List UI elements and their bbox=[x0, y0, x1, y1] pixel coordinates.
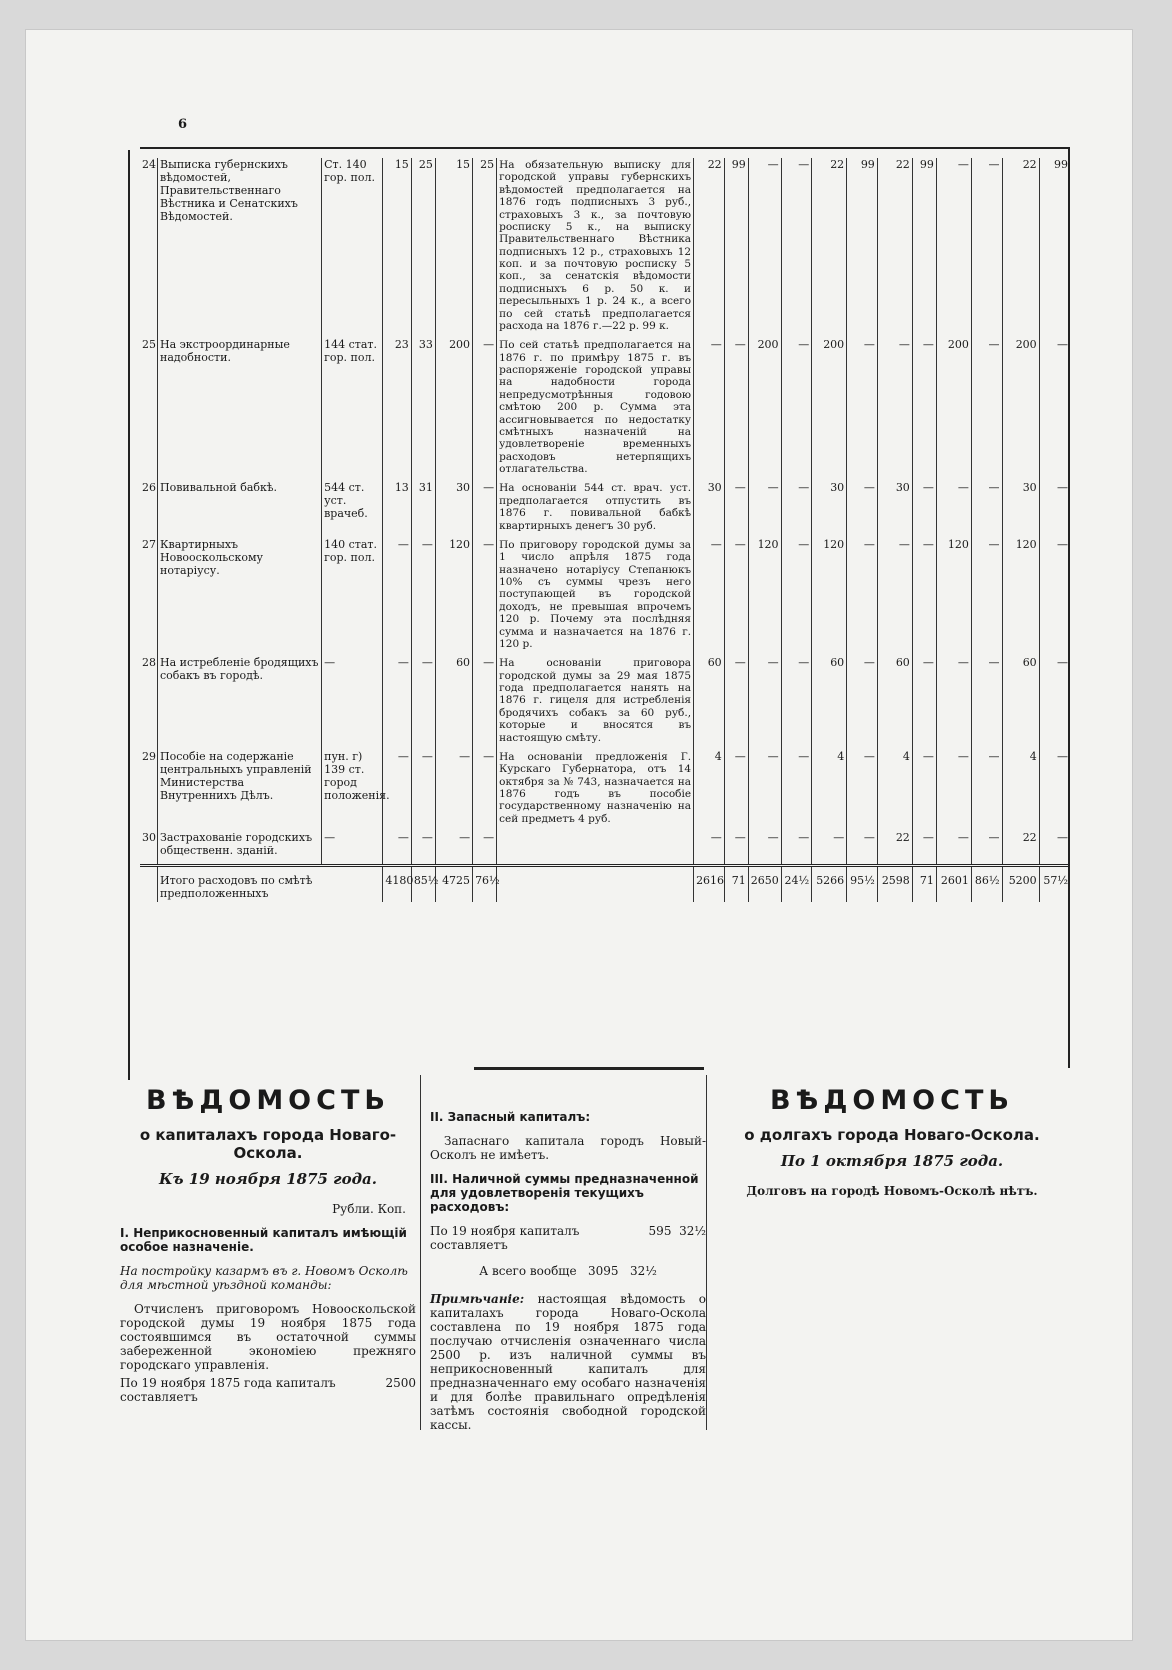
row-value: — bbox=[971, 338, 1002, 481]
row-value: 22 bbox=[694, 158, 725, 338]
row-name: На истребленіе бродящихъ собакъ въ городѣ. bbox=[158, 656, 322, 750]
capitals-title: ВѢДОМОСТЬ bbox=[146, 1085, 390, 1116]
row-value: — bbox=[847, 481, 878, 538]
row-value: 22 bbox=[877, 158, 912, 338]
row-value: — bbox=[912, 750, 936, 831]
total-value: 2598 bbox=[877, 866, 912, 902]
units-header: Рубли. Коп. bbox=[332, 1202, 406, 1216]
row-value: — bbox=[971, 481, 1002, 538]
row-value: 120 bbox=[748, 538, 781, 656]
total-value: 57½ bbox=[1039, 866, 1070, 902]
row-value: 200 bbox=[812, 338, 847, 481]
row-value: — bbox=[748, 831, 781, 865]
row-value: 60 bbox=[1002, 656, 1039, 750]
row-value: — bbox=[912, 481, 936, 538]
row-value: 30 bbox=[812, 481, 847, 538]
note-label: Примѣчаніе: bbox=[430, 1292, 525, 1306]
row-value: — bbox=[435, 831, 472, 865]
debts-text: Долговъ на городѣ Новомъ-Осколѣ нѣтъ. bbox=[746, 1184, 1038, 1198]
section-3-label: По 19 ноября капиталъ составляетъ bbox=[430, 1224, 580, 1252]
table-row bbox=[140, 831, 1070, 865]
row-value: — bbox=[748, 750, 781, 831]
row-value: 30 bbox=[694, 481, 725, 538]
row-number: 27 bbox=[140, 538, 158, 656]
row-value: — bbox=[724, 656, 748, 750]
row-value: 99 bbox=[912, 158, 936, 338]
row-value: — bbox=[847, 656, 878, 750]
row-value: — bbox=[971, 158, 1002, 338]
row-value: — bbox=[694, 538, 725, 656]
table-row bbox=[140, 481, 1070, 538]
capitals-note bbox=[430, 1292, 706, 1432]
total-value: 2650 bbox=[748, 866, 781, 902]
row-value: — bbox=[912, 831, 936, 865]
row-value: — bbox=[936, 656, 971, 750]
section-2-title: II. Запасный капиталъ: bbox=[430, 1110, 591, 1124]
row-name: Выписка губернскихъ вѣдомостей, Правительственнаго Вѣстника и Сенатскихъ Вѣдомостей. bbox=[158, 158, 322, 338]
row-value: 30 bbox=[1002, 481, 1039, 538]
row-value: 22 bbox=[812, 158, 847, 338]
row-value: — bbox=[912, 338, 936, 481]
total-value: 2601 bbox=[936, 866, 971, 902]
capitals-total-line bbox=[430, 1264, 706, 1278]
row-value: — bbox=[748, 656, 781, 750]
row-value: 120 bbox=[435, 538, 472, 656]
row-number: 28 bbox=[140, 656, 158, 750]
section-1-purpose: На постройку казармъ въ г. Новомъ Осколѣ для мѣстной уѣздной команды: bbox=[120, 1264, 408, 1292]
table-row bbox=[140, 158, 1070, 338]
total-label: Итого расходовъ по смѣтѣ предположенныхъ bbox=[158, 866, 383, 902]
row-description: На основаніи приговора городской думы за 29 мая 1875 года предполагается нанять на 1876 г. гицеля для истребленія бродячихъ собакъ за 60 руб., которые и вносятся въ настоящую смѣту. bbox=[497, 656, 694, 750]
row-value: — bbox=[877, 538, 912, 656]
section-1-amount-label: По 19 ноября 1875 года капиталъ составляетъ bbox=[120, 1376, 336, 1404]
total-value: 76½ bbox=[473, 866, 497, 902]
capitals-statement bbox=[120, 1085, 416, 1414]
row-value: — bbox=[724, 538, 748, 656]
row-value: — bbox=[694, 338, 725, 481]
row-value: — bbox=[912, 656, 936, 750]
row-value: 60 bbox=[812, 656, 847, 750]
row-value: — bbox=[781, 338, 812, 481]
row-value: — bbox=[1057, 338, 1068, 352]
row-value: 120 bbox=[812, 538, 847, 656]
row-value: — bbox=[1057, 831, 1068, 845]
row-law: — bbox=[322, 656, 383, 750]
capitals-total-kop: 32½ bbox=[630, 1264, 657, 1278]
capitals-continued bbox=[430, 1110, 706, 1432]
row-name: Квартирныхъ Новооскольскому нотаріусу. bbox=[158, 538, 322, 656]
row-number: 26 bbox=[140, 481, 158, 538]
row-value: 4 bbox=[1002, 750, 1039, 831]
row-value: — bbox=[781, 656, 812, 750]
row-value: — bbox=[411, 831, 435, 865]
row-value: 200 bbox=[748, 338, 781, 481]
row-value: 30 bbox=[435, 481, 472, 538]
row-value: — bbox=[971, 656, 1002, 750]
row-value: — bbox=[383, 656, 411, 750]
row-value: — bbox=[473, 481, 497, 538]
column-rule-left bbox=[420, 1075, 421, 1430]
row-law: 144 стат. гор. пол. bbox=[322, 338, 383, 481]
row-number: 29 bbox=[140, 750, 158, 831]
capitals-date: Къ 19 ноября 1875 года. bbox=[158, 1170, 377, 1188]
row-value: 200 bbox=[1002, 338, 1039, 481]
section-2-text: Запаснаго капитала городъ Новый-Осколъ не имѣетъ. bbox=[430, 1134, 706, 1162]
table-left-rule bbox=[128, 150, 130, 1080]
row-law: Ст. 140 гор. пол. bbox=[322, 158, 383, 338]
row-value: 23 bbox=[383, 338, 411, 481]
row-value: — bbox=[411, 750, 435, 831]
total-value: 71 bbox=[912, 866, 936, 902]
row-name: Повивальной бабкѣ. bbox=[158, 481, 322, 538]
row-value: 30 bbox=[877, 481, 912, 538]
row-value: — bbox=[748, 158, 781, 338]
row-value: 4 bbox=[812, 750, 847, 831]
row-name: Пособіе на содержаніе центральныхъ управленій Министерства Внутреннихъ Дѣлъ. bbox=[158, 750, 322, 831]
row-value: — bbox=[812, 831, 847, 865]
row-value: 60 bbox=[435, 656, 472, 750]
row-value: 25 bbox=[473, 158, 497, 338]
row-value: — bbox=[435, 750, 472, 831]
row-law: 544 ст. уст. врачеб. bbox=[322, 481, 383, 538]
total-value: 95½ bbox=[847, 866, 878, 902]
row-value: — bbox=[847, 831, 878, 865]
row-value: 200 bbox=[435, 338, 472, 481]
row-value: — bbox=[383, 750, 411, 831]
section-1-amount: 2500 bbox=[385, 1376, 416, 1390]
row-description: На основаніи предложенія Г. Курскаго Губернатора, отъ 14 октября за № 743, назначается на 1876 годъ въ пособіе государственному назначенію на сей предметъ 4 руб. bbox=[497, 750, 694, 831]
row-value: 99 bbox=[724, 158, 748, 338]
row-value: 22 bbox=[877, 831, 912, 865]
row-value: — bbox=[724, 481, 748, 538]
row-value: — bbox=[936, 158, 971, 338]
row-value: — bbox=[971, 831, 1002, 865]
row-value: — bbox=[936, 481, 971, 538]
row-description: По сей статьѣ предполагается на 1876 г. по примѣру 1875 г. въ распоряженіе городской управы на надобности города непредусмотрѣнныя годовою смѣтою 200 р. Сумма эта ассигновывается по недостатку смѣтныхъ назначеній на удовлетвореніе временныхъ расходовъ нетерпящихъ отлагательства. bbox=[497, 338, 694, 481]
total-value: 5266 bbox=[812, 866, 847, 902]
row-value: — bbox=[473, 656, 497, 750]
table-row bbox=[140, 538, 1070, 656]
capitals-total-rub: 3095 bbox=[588, 1264, 619, 1278]
row-value: — bbox=[473, 338, 497, 481]
section-1-text: Отчисленъ приговоромъ Новооскольской городской думы 19 ноября 1875 года состоявшимся въ остаточной суммы забереженной экономіею прежняго городскаго управленія. bbox=[120, 1302, 416, 1372]
row-value: — bbox=[748, 481, 781, 538]
total-spacer bbox=[497, 866, 694, 902]
row-value: — bbox=[971, 538, 1002, 656]
row-value: — bbox=[1057, 749, 1068, 763]
row-value: — bbox=[694, 831, 725, 865]
row-value: — bbox=[912, 538, 936, 656]
row-description: По приговору городской думы за 1 число апрѣля 1875 года назначено нотаріусу Степанюкъ 10% съ суммы чрезъ него поступающей въ городской доходъ, не превышая впрочемъ 120 р. Почему эта послѣдняя сумма и назначается на 1876 г. 120 р. bbox=[497, 538, 694, 656]
row-value: 120 bbox=[1002, 538, 1039, 656]
row-value: — bbox=[781, 538, 812, 656]
total-value: 86½ bbox=[971, 866, 1002, 902]
total-spacer bbox=[140, 866, 158, 902]
row-value: 22 bbox=[1002, 831, 1039, 865]
row-value: — bbox=[411, 656, 435, 750]
row-value: 33 bbox=[411, 338, 435, 481]
total-value: 24½ bbox=[781, 866, 812, 902]
row-value: 60 bbox=[877, 656, 912, 750]
row-value: 15 bbox=[435, 158, 472, 338]
row-value: — bbox=[1057, 481, 1068, 495]
capitals-subtitle: о капиталахъ города Новаго-Оскола. bbox=[139, 1126, 397, 1162]
capitals-total-label: А всего вообще bbox=[479, 1264, 577, 1278]
row-value: — bbox=[781, 831, 812, 865]
debts-title: ВѢДОМОСТЬ bbox=[770, 1085, 1014, 1116]
row-value: 4 bbox=[694, 750, 725, 831]
row-value: — bbox=[724, 750, 748, 831]
row-description: На обязательную выписку для городской управы губернскихъ вѣдомостей предполагается на 1876 годъ подписныхъ 3 руб., страховыхъ 3 к., за почтовую роспиcку 5 к., на выписку Правительственнаго Вѣстника подписныхъ 12 р., страховыхъ 12 коп. и за почтовую роспиcку 5 коп., за сенатскія вѣдомости подписныхъ 6 р. 50 к. и пересыльныхъ 1 р. 24 к., а всего по сей статьѣ предполагается расхода на 1876 г.—22 р. 99 к. bbox=[497, 158, 694, 338]
row-name: На экстроординарные надобности. bbox=[158, 338, 322, 481]
row-name: Застрахованіе городскихъ общественн. зданій. bbox=[158, 831, 322, 865]
total-value: 4180 bbox=[383, 866, 411, 902]
section-3-kop: 32½ bbox=[679, 1224, 706, 1238]
row-value: — bbox=[781, 750, 812, 831]
row-value: 120 bbox=[936, 538, 971, 656]
row-law: — bbox=[322, 831, 383, 865]
section-rule bbox=[474, 1067, 704, 1070]
row-law: 140 стат. гор. пол. bbox=[322, 538, 383, 656]
row-value: — bbox=[936, 750, 971, 831]
row-value: — bbox=[1057, 537, 1068, 551]
expense-table bbox=[140, 158, 1070, 902]
total-value: 2616 bbox=[694, 866, 725, 902]
table-row bbox=[140, 338, 1070, 481]
section-3-title: III. Наличной суммы предназначенной для удовлетворенія текущихъ расходовъ: bbox=[430, 1172, 699, 1214]
table-row bbox=[140, 656, 1070, 750]
row-value: — bbox=[781, 158, 812, 338]
debts-date: По 1 октября 1875 года. bbox=[780, 1152, 1004, 1170]
table-row bbox=[140, 750, 1070, 831]
section-1-amount-line bbox=[120, 1376, 416, 1404]
row-value: 4 bbox=[877, 750, 912, 831]
row-value: — bbox=[971, 750, 1002, 831]
row-value: 22 bbox=[1002, 158, 1039, 338]
row-value: — bbox=[847, 750, 878, 831]
row-value: 13 bbox=[383, 481, 411, 538]
table-total-row bbox=[140, 866, 1070, 902]
row-value: — bbox=[847, 538, 878, 656]
debts-statement bbox=[722, 1085, 1062, 1198]
row-value: — bbox=[473, 831, 497, 865]
column-rule-right bbox=[706, 1075, 707, 1430]
row-value: — bbox=[877, 338, 912, 481]
row-law: пун. г) 139 ст. город положенія. bbox=[322, 750, 383, 831]
debts-subtitle: о долгахъ города Новаго-Оскола. bbox=[744, 1126, 1040, 1144]
row-number: 30 bbox=[140, 831, 158, 865]
row-number: 25 bbox=[140, 338, 158, 481]
row-value: — bbox=[473, 538, 497, 656]
row-value: 99 bbox=[847, 158, 878, 338]
row-value: — bbox=[473, 750, 497, 831]
page-number: 6 bbox=[178, 117, 188, 132]
section-1-title: I. Неприкосновенный капиталъ имѣющій особое назначеніе. bbox=[120, 1226, 407, 1254]
row-value: 15 bbox=[383, 158, 411, 338]
row-value: — bbox=[724, 831, 748, 865]
row-value: 200 bbox=[936, 338, 971, 481]
row-description bbox=[497, 831, 694, 865]
row-value: — bbox=[383, 538, 411, 656]
total-value: 71 bbox=[724, 866, 748, 902]
section-3-amount-line bbox=[430, 1224, 706, 1252]
total-value: 5200 bbox=[1002, 866, 1039, 902]
row-value: — bbox=[724, 338, 748, 481]
row-number: 24 bbox=[140, 158, 158, 338]
total-value: 4725 bbox=[435, 866, 472, 902]
row-value: — bbox=[781, 481, 812, 538]
row-value: — bbox=[411, 538, 435, 656]
row-value: 99 bbox=[1054, 158, 1068, 171]
row-value: 60 bbox=[694, 656, 725, 750]
row-value: — bbox=[383, 831, 411, 865]
row-value: 31 bbox=[411, 481, 435, 538]
section-3-rub: 595 bbox=[648, 1224, 672, 1238]
table-body bbox=[140, 158, 1070, 902]
total-value: 85½ bbox=[411, 866, 435, 902]
table-top-rule bbox=[140, 147, 1070, 149]
row-value: — bbox=[1057, 656, 1068, 670]
row-value: 25 bbox=[411, 158, 435, 338]
note-text: настоящая вѣдомость о капиталахъ города Новаго-Оскола составлена по 19 ноября 1875 года послучаю отчисленія означеннаго числа 2500 р. изъ наличной суммы въ неприкосновенный капиталъ для предназначеннаго ему особаго назначенія и для болѣе правильнаго опредѣленія затѣмъ состоянія свободной городской кассы. bbox=[430, 1292, 706, 1432]
row-value: — bbox=[936, 831, 971, 865]
row-description: На основаніи 544 ст. врач. уст. предполагается отпустить въ 1876 г. повивальной бабкѣ квартирныхъ денегъ 30 руб. bbox=[497, 481, 694, 538]
row-value: — bbox=[847, 338, 878, 481]
